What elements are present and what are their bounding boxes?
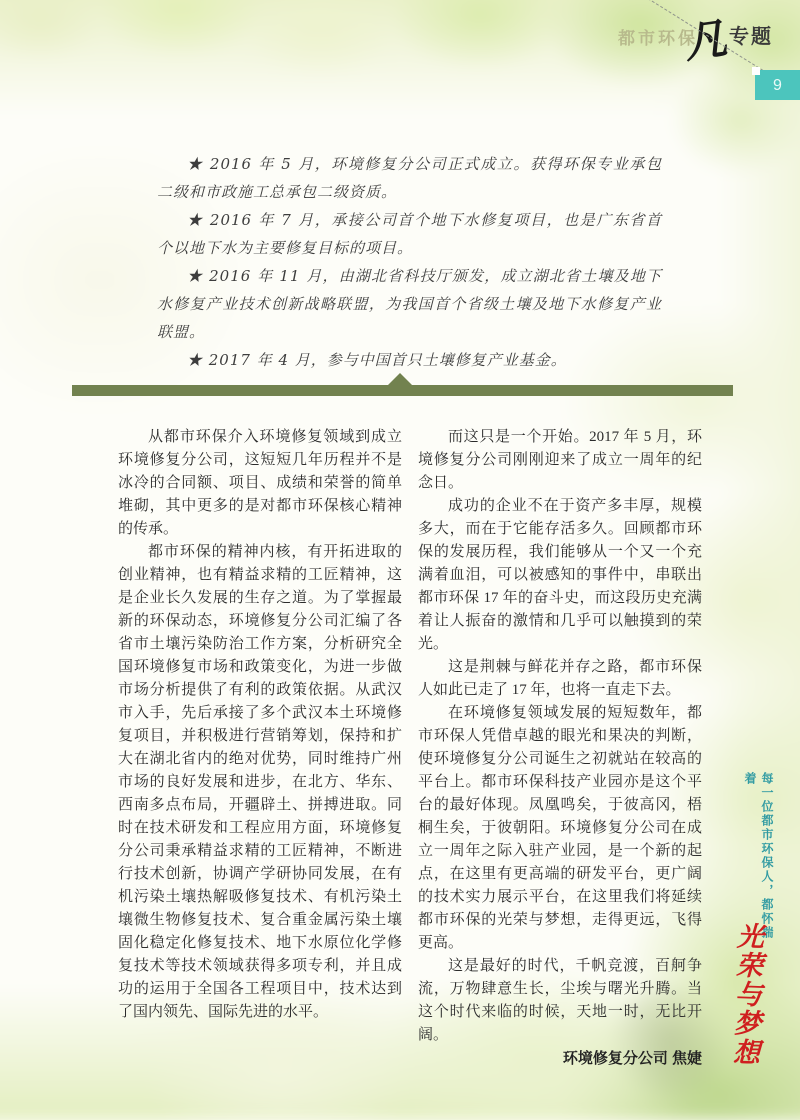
article-right-column bbox=[418, 426, 702, 1070]
timeline-item: ★ 2016 年 5 月，环境修复分公司正式成立。获得环保专业承包二级和市政施工总承包二级资质。 bbox=[157, 155, 662, 201]
paragraph: 都市环保的精神内核，有开拓进取的创业精神，也有精益求精的工匠精神，这是企业长久发展的生存之道。为了掌握最新的环保动态，环境修复分公司汇编了各省市土壤污染防治工作方案，分析研究全国环境修复市场和政策变化，为进一步做市场分析提供了有利的政策依据。从武汉市入手，先后承接了多个武汉本土环境修复项目，并积极进行营销筹划，保持和扩大在湖北省内的绝对优势，同时维持广州市场的良好发展和进步，在北方、华东、西南多点布局，开疆辟土、拼搏进取。同时在技术研发和工程应用方面，环境修复分公司秉承精益求精的工匠精神，不断进行技术创新，协调产学研协同发展，在有机污染土壤热解吸修复技术、有机污染土壤微生物修复技术、复合重金属污染土壤固化稳定化修复技术、地下水原位化学修复技术等技术领域获得多项专利，并且成功的运用于全国各工程项目中，技术达到了国内领先、国际先进的水平。 bbox=[118, 544, 402, 1020]
divider-triangle bbox=[388, 373, 412, 385]
paragraph: 这是荆棘与鲜花并存之路，都市环保人如此已走了 17 年，也将一直走下去。 bbox=[418, 659, 702, 698]
magazine-name: 都市环保 bbox=[618, 29, 698, 48]
paragraph: 从都市环保介入环境修复领域到成立环境修复分公司，这短短几年历程并不是冰冷的合同额、项目、成绩和荣誉的简单堆砌，其中更多的是对都市环保核心精神的传承。 bbox=[118, 429, 402, 537]
sidebar-vertical-lead-text: 每一位都市环保人，都怀揣着 bbox=[743, 772, 774, 940]
divider-bar bbox=[72, 385, 733, 396]
section-label: 专题 bbox=[729, 26, 773, 48]
paragraph: 在环境修复领域发展的短短数年，都市环保人凭借卓越的眼光和果决的判断，使环境修复分公司诞生之初就站在较高的平台上。都市环保科技产业园亦是这个平台的最好体现。凤凰鸣矣，于彼高冈，梧桐生矣，于彼朝阳。环境修复分公司在成立一周年之际入驻产业园，是一个新的起点，在这里有更高端的研发平台，更广阔的技术实力展示平台，在这里我们将延续都市环保的光荣与梦想，走得更远，飞得更高。 bbox=[418, 705, 702, 951]
author-signature: 环境修复分公司 焦婕 bbox=[562, 1050, 702, 1067]
page-box-corner-square bbox=[752, 67, 760, 75]
article-left-column bbox=[118, 426, 402, 1070]
calligraphy-mark: 凡 bbox=[681, 13, 730, 68]
timeline-list bbox=[157, 150, 662, 402]
paragraph: 而这只是一个开始。2017 年 5 月，环境修复分公司刚刚迎来了成立一周年的纪念日。 bbox=[418, 429, 702, 491]
page-number-box bbox=[755, 70, 800, 100]
page-number: 9 bbox=[773, 77, 782, 94]
timeline-item: ★ 2017 年 4 月，参与中国首只土壤修复产业基金。 bbox=[187, 351, 567, 369]
article-body bbox=[118, 426, 702, 1070]
timeline-item: ★ 2016 年 11 月，由湖北省科技厅颁发，成立湖北省土壤及地下水修复产业技术创新战略联盟，为我国首个省级土壤及地下水修复产业联盟。 bbox=[157, 267, 662, 341]
sidebar-calligraphy-slogan: 光荣与梦想 bbox=[727, 921, 764, 1068]
paragraph: 这是最好的时代，千帆竞渡，百舸争流，万物肆意生长，尘埃与曙光升腾。当这个时代来临的时候，天地一时，无比开阔。 bbox=[418, 958, 702, 1043]
paragraph: 成功的企业不在于资产多丰厚，规模多大，而在于它能存活多久。回顾都市环保的发展历程，我们能够从一个又一个充满着血泪，可以被感知的事件中，串联出都市环保 17 年的奋斗史，而这段历史充满着让人振奋的激情和几乎可以触摸到的荣光。 bbox=[418, 498, 702, 652]
timeline-item: ★ 2016 年 7 月，承接公司首个地下水修复项目，也是广东省首个以地下水为主要修复目标的项目。 bbox=[157, 211, 662, 257]
